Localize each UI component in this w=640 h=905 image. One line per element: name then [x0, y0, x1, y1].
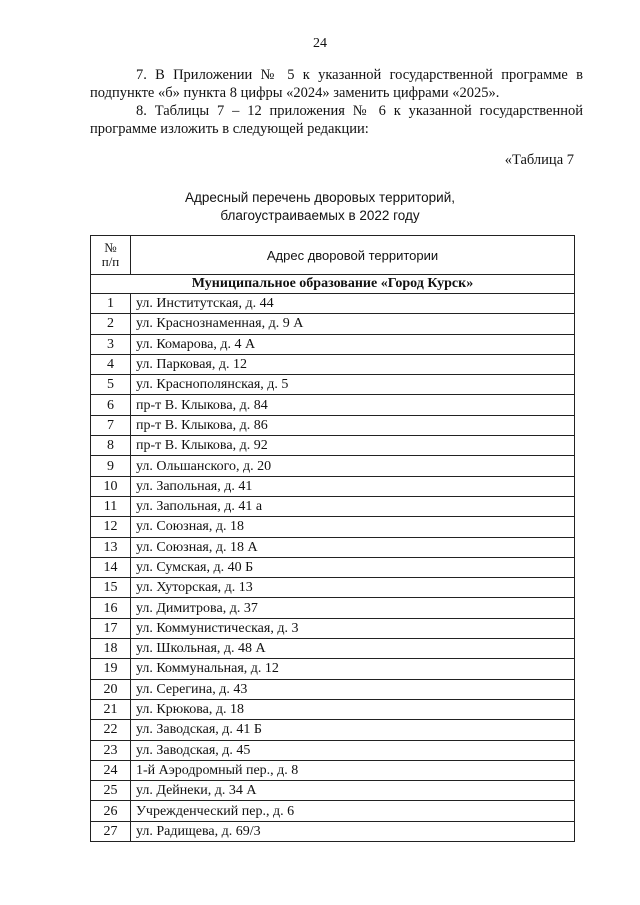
row-address-cell: ул. Ольшанского, д. 20: [131, 456, 575, 476]
table-row: [91, 415, 575, 435]
table-row: [91, 375, 575, 395]
row-number-cell: 9: [91, 456, 131, 476]
row-number-cell: 11: [91, 496, 131, 516]
table-row: [91, 720, 575, 740]
row-address-cell: ул. Комарова, д. 4 А: [131, 334, 575, 354]
row-number-cell: 20: [91, 679, 131, 699]
row-address-cell: ул. Радищева, д. 69/3: [131, 821, 575, 841]
paragraph-8-text: 8. Таблицы 7 – 12 приложения № 6 к указанной государственной программе изложить в следующей редакции:: [90, 103, 583, 137]
row-address-cell: ул. Коммунистическая, д. 3: [131, 618, 575, 638]
table-row: [91, 334, 575, 354]
table-row: [91, 598, 575, 618]
table-row: [91, 476, 575, 496]
group-row: [91, 275, 575, 294]
page-number: 24: [313, 36, 327, 51]
row-number-cell: 18: [91, 639, 131, 659]
row-number-cell: 22: [91, 720, 131, 740]
row-number-cell: 4: [91, 354, 131, 374]
row-number-cell: 16: [91, 598, 131, 618]
row-number-cell: 21: [91, 699, 131, 719]
row-number-cell: 1: [91, 294, 131, 314]
table-row: [91, 395, 575, 415]
group-cell: Муниципальное образование «Город Курск»: [91, 275, 575, 294]
table-title-line-1: Адресный перечень дворовых территорий,: [184, 190, 456, 205]
paragraph-7-text: 7. В Приложении № 5 к указанной государственной программе в подпункте «б» пункта 8 цифры «2024» заменить цифрами «2025».: [90, 67, 583, 101]
table-title: [0, 189, 640, 225]
row-number-cell: 6: [91, 395, 131, 415]
row-address-cell: ул. Крюкова, д. 18: [131, 699, 575, 719]
row-number-cell: 27: [91, 821, 131, 841]
row-address-cell: ул. Димитрова, д. 37: [131, 598, 575, 618]
table-row: [91, 781, 575, 801]
table-caption-tag: «Таблица 7: [504, 152, 574, 168]
row-address-cell: ул. Краснополянская, д. 5: [131, 375, 575, 395]
row-address-cell: пр-т В. Клыкова, д. 86: [131, 415, 575, 435]
table-row: [91, 639, 575, 659]
table-row: [91, 740, 575, 760]
row-address-cell: ул. Союзная, д. 18: [131, 517, 575, 537]
row-number-cell: 10: [91, 476, 131, 496]
row-address-cell: ул. Дейнеки, д. 34 А: [131, 781, 575, 801]
row-number-cell: 14: [91, 557, 131, 577]
row-number-cell: 3: [91, 334, 131, 354]
row-address-cell: ул. Парковая, д. 12: [131, 354, 575, 374]
row-number-cell: 17: [91, 618, 131, 638]
row-address-cell: ул. Запольная, д. 41: [131, 476, 575, 496]
row-address-cell: пр-т В. Клыкова, д. 92: [131, 436, 575, 456]
row-number-cell: 7: [91, 415, 131, 435]
column-header-number-line-2: п/п: [101, 254, 120, 269]
table-row: [91, 517, 575, 537]
row-number-cell: 24: [91, 760, 131, 780]
table-row: [91, 557, 575, 577]
paragraph-7: [90, 66, 583, 102]
table-row: [91, 821, 575, 841]
row-number-cell: 2: [91, 314, 131, 334]
row-number-cell: 8: [91, 436, 131, 456]
column-header-number-line-1: №: [104, 240, 117, 255]
row-address-cell: 1-й Аэродромный пер., д. 8: [131, 760, 575, 780]
row-number-cell: 12: [91, 517, 131, 537]
table-row: [91, 314, 575, 334]
row-address-cell: ул. Союзная, д. 18 А: [131, 537, 575, 557]
row-address-cell: ул. Серегина, д. 43: [131, 679, 575, 699]
row-address-cell: ул. Сумская, д. 40 Б: [131, 557, 575, 577]
row-address-cell: ул. Краснознаменная, д. 9 А: [131, 314, 575, 334]
row-address-cell: ул. Институтская, д. 44: [131, 294, 575, 314]
row-number-cell: 15: [91, 578, 131, 598]
table-row: [91, 496, 575, 516]
row-number-cell: 5: [91, 375, 131, 395]
row-address-cell: ул. Школьная, д. 48 А: [131, 639, 575, 659]
row-address-cell: ул. Коммунальная, д. 12: [131, 659, 575, 679]
row-number-cell: 25: [91, 781, 131, 801]
table-row: [91, 760, 575, 780]
row-address-cell: ул. Хуторская, д. 13: [131, 578, 575, 598]
table-row: [91, 659, 575, 679]
paragraph-8: [90, 102, 583, 138]
table-row: [91, 436, 575, 456]
row-number-cell: 19: [91, 659, 131, 679]
column-header-number: [91, 236, 131, 275]
row-address-cell: пр-т В. Клыкова, д. 84: [131, 395, 575, 415]
address-table: [90, 235, 575, 842]
row-number-cell: 26: [91, 801, 131, 821]
row-number-cell: 13: [91, 537, 131, 557]
row-address-cell: ул. Заводская, д. 41 Б: [131, 720, 575, 740]
table-title-line-2: благоустраиваемых в 2022 году: [220, 208, 420, 223]
row-address-cell: Учрежденческий пер., д. 6: [131, 801, 575, 821]
table-row: [91, 354, 575, 374]
row-number-cell: 23: [91, 740, 131, 760]
table-row: [91, 699, 575, 719]
table-row: [91, 294, 575, 314]
row-address-cell: ул. Запольная, д. 41 а: [131, 496, 575, 516]
table-row: [91, 801, 575, 821]
table-row: [91, 537, 575, 557]
table-body: [91, 275, 575, 842]
table-row: [91, 618, 575, 638]
row-address-cell: ул. Заводская, д. 45: [131, 740, 575, 760]
column-header-address: Адрес дворовой территории: [131, 236, 575, 275]
table-row: [91, 679, 575, 699]
table-row: [91, 578, 575, 598]
table-row: [91, 456, 575, 476]
table-header-row: [91, 236, 575, 275]
